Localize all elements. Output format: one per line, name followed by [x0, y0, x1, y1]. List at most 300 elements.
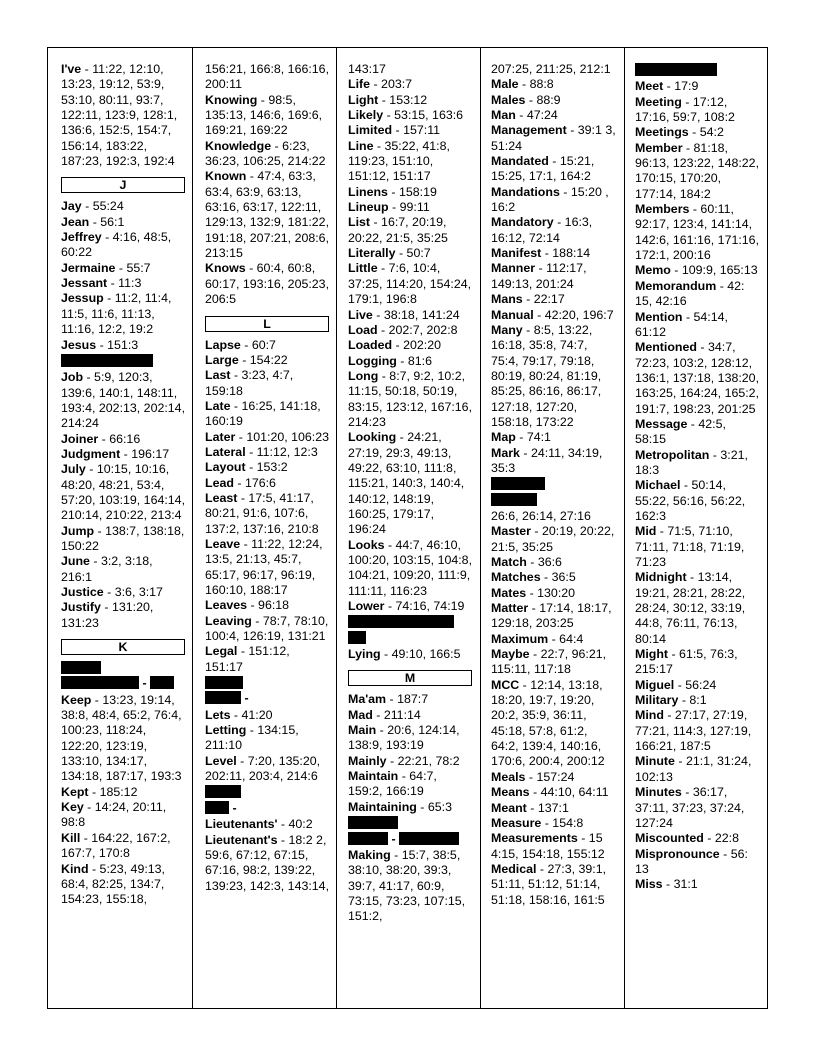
index-term: Males	[491, 92, 526, 107]
index-page-refs: 44:7, 46:10, 100:20, 103:15, 104:8, 104:21, 109:20, 111:9, 111:11, 116:23	[348, 537, 473, 598]
index-entry: Looking - 24:21, 27:19, 29:3, 49:13, 49:22, 63:10, 111:8, 115:21, 140:3, 140:4, 140:12, 148:19, 160:25, 179:17, 196:24	[348, 430, 465, 537]
index-entry: Jeffrey - 4:16, 48:5, 60:22	[61, 230, 172, 260]
index-entry: Life - 203:7	[348, 77, 413, 92]
index-entry: Known - 47:4, 63:3, 63:4, 63:9, 63:13, 63:16, 63:17, 122:11, 129:13, 132:9, 181:22, 191:18, 207:21, 208:6, 213:15	[205, 169, 330, 261]
index-term: Meals	[491, 769, 526, 784]
index-term: Level	[205, 753, 237, 768]
index-page-refs: 7:6, 10:4, 37:25, 114:20, 154:24, 179:1, 196:8	[348, 261, 472, 307]
index-term: Legal	[205, 644, 238, 659]
index-page-refs-continued: 143:17	[348, 62, 386, 76]
redaction-bar	[61, 661, 101, 674]
index-term: Military	[635, 693, 679, 708]
index-term: Literally	[348, 246, 396, 261]
index-entry: List - 16:7, 20:19, 20:22, 21:5, 35:25	[348, 215, 448, 245]
letter-section-header: K	[61, 639, 185, 655]
index-page-refs: 154:8	[552, 815, 584, 830]
index-entry: Logging - 81:6	[348, 353, 432, 368]
index-page-refs: 81:6	[407, 353, 432, 368]
index-term: Live	[348, 307, 373, 322]
index-entry: Might - 61:5, 76:3, 215:17	[635, 647, 738, 677]
index-entry: Legal - 151:12, 151:17	[205, 644, 290, 674]
index-entry: Job - 5:9, 120:3, 139:6, 140:1, 148:11, 193:4, 202:13, 202:14, 214:24	[61, 370, 186, 431]
index-term: Logging	[348, 353, 397, 368]
index-term: Midnight	[635, 570, 687, 585]
index-entry: Large - 154:22	[205, 352, 288, 367]
index-entry: Judgment - 196:17	[61, 446, 170, 461]
redaction-bar	[205, 801, 229, 814]
index-entry: Mandated - 15:21, 15:25, 17:1, 164:2	[491, 154, 595, 184]
index-page-refs-continued: 26:6, 26:14, 27:16	[491, 508, 591, 523]
index-page-refs: 11:22, 12:10, 13:23, 19:12, 53:9, 53:10, 80:11, 93:7, 122:11, 123:9, 128:1, 136:6, 152:5, 154:7, 156:14, 183:22, 187:23, 192:3, 192:4	[61, 62, 178, 169]
index-term: Knowledge	[205, 138, 272, 153]
index-page-refs: 65:3	[427, 799, 452, 814]
index-term: Letting	[205, 723, 247, 738]
index-page-refs: 36:5	[551, 570, 576, 585]
index-page-refs: 5:9, 120:3, 139:6, 140:1, 148:11, 193:4, 202:13, 202:14, 214:24	[61, 370, 186, 431]
index-term: Miscounted	[635, 831, 704, 846]
index-page-refs: 17:9	[674, 79, 699, 94]
index-term: Mates	[491, 585, 527, 600]
index-entry: Means - 44:10, 64:11	[491, 785, 609, 800]
index-entry: Long - 8:7, 9:2, 10:2, 11:15, 50:18, 50:19, 83:15, 123:12, 167:16, 214:23	[348, 368, 473, 429]
index-term: Little	[348, 261, 378, 276]
redacted-entry	[61, 354, 185, 369]
index-term: Mispronounce	[635, 846, 720, 861]
index-page-refs: 158:19	[398, 184, 437, 199]
index-page-refs: 99:11	[399, 200, 430, 215]
index-entry: Linens - 158:19	[348, 184, 437, 199]
index-page-refs: 211:14	[383, 707, 421, 722]
index-page-refs: 71:5, 71:10, 71:11, 71:18, 71:19, 71:23	[635, 524, 745, 569]
redaction-bar	[150, 676, 174, 689]
index-entry: I've - 11:22, 12:10, 13:23, 19:12, 53:9, 53:10, 80:11, 93:7, 122:11, 123:9, 128:1, 136:6, 152:5, 154:7, 156:14, 183:22, 187:23, 192:3, 192:4	[61, 62, 178, 169]
index-term: Looking	[348, 430, 397, 445]
column-divider	[480, 48, 481, 1008]
index-term: Minutes	[635, 785, 682, 800]
index-entry: Miguel - 56:24	[635, 677, 717, 692]
index-entry: Justice - 3:6, 3:17	[61, 585, 163, 599]
index-entry: Manual - 42:20, 196:7	[491, 307, 614, 322]
index-term: Jeffrey	[61, 230, 102, 245]
index-page-refs: 41:20	[241, 707, 273, 722]
index-entry: Miss - 31:1	[635, 877, 698, 892]
index-page-refs: 24:21, 27:19, 29:3, 49:13, 49:22, 63:10, 111:8, 115:21, 140:3, 140:4, 140:12, 148:19, 160:25, 179:17, 196:24	[348, 430, 465, 537]
index-page-refs: 109:9, 165:13	[681, 263, 758, 278]
index-entry: Jay - 55:24	[61, 199, 124, 214]
index-page-refs: 138:7, 138:18, 150:22	[61, 523, 185, 553]
index-page-refs: 3:2, 3:18, 216:1	[61, 554, 153, 584]
index-page-refs: 54:14, 61:12	[635, 309, 728, 339]
index-entry: Justify - 131:20, 131:23	[61, 600, 154, 630]
index-entry: Lieutenant's - 18:2 2, 59:6, 67:12, 67:15, 67:16, 98:2, 139:22, 139:23, 142:3, 143:14,	[205, 832, 330, 893]
index-term: Lineup	[348, 200, 389, 215]
column-divider	[336, 48, 337, 1008]
index-page-refs: 20:19, 20:22, 21:5, 35:25	[491, 524, 615, 554]
index-page-refs: 22:8	[714, 831, 739, 846]
index-term: Might	[635, 647, 669, 662]
index-entry: Ma'am - 187:7	[348, 692, 429, 707]
index-term: Measure	[491, 815, 542, 830]
index-page-refs: 8:1	[689, 693, 707, 708]
index-entry: Keep - 13:23, 19:14, 38:8, 48:4, 65:2, 76:4, 100:23, 118:24, 122:20, 123:19, 133:10, 134:17, 134:18, 187:17, 193:3	[61, 692, 182, 784]
redaction-bar	[635, 63, 717, 76]
index-entry: Making - 15:7, 38:5, 38:10, 38:20, 39:3, 39:7, 41:17, 60:9, 73:15, 73:23, 107:15, 151:2,	[348, 847, 466, 924]
index-page-refs: 5:23, 49:13, 68:4, 82:25, 134:7, 154:23, 155:18,	[61, 861, 165, 907]
index-page-refs: 64:7, 159:2, 166:19	[348, 769, 437, 799]
index-page-refs: 202:7, 202:8	[388, 322, 458, 337]
redaction-bar	[205, 785, 241, 798]
index-term: Key	[61, 800, 84, 815]
index-entry: Letting - 134:15, 211:10	[205, 723, 299, 753]
index-entry: Leave - 11:22, 12:24, 13:5, 21:13, 45:7, 65:17, 96:17, 96:19, 160:10, 188:17	[205, 536, 323, 597]
index-page-refs: 66:16	[109, 431, 141, 446]
index-term: Jump	[61, 523, 95, 538]
index-term: Mid	[635, 524, 657, 539]
index-page-refs: 60:4, 60:8, 60:17, 193:16, 205:23, 206:5	[205, 261, 330, 307]
index-term: Lower	[348, 599, 385, 614]
index-term: Mentioned	[635, 340, 697, 355]
letter-section-header: L	[205, 316, 329, 332]
index-term: Minute	[635, 754, 675, 769]
index-term: Justify	[61, 600, 101, 615]
index-term: Job	[61, 370, 84, 385]
index-term: Large	[205, 352, 239, 367]
index-term: Joiner	[61, 431, 99, 446]
index-term: Justice	[61, 585, 104, 599]
index-term: Management	[491, 123, 567, 138]
index-page-refs: 18:2 2, 59:6, 67:12, 67:15, 67:16, 98:2, 139:22, 139:23, 142:3, 143:14,	[205, 832, 330, 893]
index-entry: Mans - 22:17	[491, 292, 565, 307]
index-term: Meet	[635, 79, 664, 94]
index-page-refs: 81:18, 96:13, 123:22, 148:22, 170:15, 170:20, 177:14, 184:2	[635, 140, 760, 201]
index-page-refs: 14:24, 20:11, 98:8	[61, 800, 167, 830]
index-entry: June - 3:2, 3:18, 216:1	[61, 554, 153, 584]
index-page-refs: 112:17, 149:13, 201:24	[491, 261, 587, 291]
index-term: Jermaine	[61, 260, 116, 275]
redaction-bar	[205, 676, 243, 689]
index-entry: Lineup - 99:11	[348, 200, 430, 215]
index-page-refs: 164:22, 167:2, 167:7, 170:8	[61, 830, 171, 861]
redaction-bar	[348, 832, 388, 845]
index-entry: Loaded - 202:20	[348, 338, 441, 353]
redacted-entry: -	[61, 661, 185, 692]
index-term: Mandated	[491, 154, 549, 169]
index-entry: Mark - 24:11, 34:19, 35:3	[491, 445, 603, 475]
index-entry: Maybe - 22:7, 96:21, 115:11, 117:18	[491, 647, 607, 677]
index-entry: Lieutenants' - 40:2	[205, 817, 313, 832]
index-entry: Mentioned - 34:7, 72:23, 103:2, 128:12, 136:1, 137:18, 138:20, 163:25, 164:24, 165:2, 191:7, 198:23, 201:25	[635, 340, 760, 416]
index-page-refs: 60:7	[251, 337, 276, 352]
index-entry: Jean - 56:1	[61, 214, 125, 229]
index-page-refs: 3:21, 18:3	[635, 447, 748, 477]
index-term: Mind	[635, 708, 664, 723]
index-page-refs: 134:15, 211:10	[205, 723, 299, 753]
index-term: Memo	[635, 263, 671, 278]
index-term: Kind	[61, 861, 89, 876]
index-entry: Memorandum - 42: 15, 42:16	[635, 278, 745, 309]
index-term: Manifest	[491, 246, 542, 261]
index-page-refs: 21:1, 31:24, 102:13	[635, 754, 752, 784]
index-page-refs: 22:17	[533, 292, 565, 307]
index-entry: Mispronounce - 56: 13	[635, 846, 748, 876]
redaction-bar	[491, 477, 545, 490]
index-term: Leaving	[205, 613, 252, 628]
index-term: Known	[205, 169, 247, 184]
index-term: Metropolitan	[635, 447, 710, 462]
index-entry: Metropolitan - 3:21, 18:3	[635, 447, 748, 477]
index-term: Matter	[491, 601, 529, 616]
index-term: Lying	[348, 647, 381, 662]
index-page-refs: 17:12, 17:16, 59:7, 108:2	[635, 94, 735, 125]
index-entry: Lets - 41:20	[205, 707, 273, 722]
index-entry: Maximum - 64:4	[491, 631, 584, 646]
index-column-1	[61, 62, 185, 908]
redaction-bar	[348, 816, 398, 829]
redaction-bar	[348, 615, 454, 628]
index-page-refs: 8:5, 13:22, 16:18, 35:8, 74:7, 75:4, 79:17, 79:18, 80:19, 80:24, 81:19, 85:25, 86:16, 86:17, 127:18, 127:20, 158:18, 173:22	[491, 322, 602, 429]
index-page-refs: 187:7	[397, 692, 429, 707]
index-page-refs: 151:3	[107, 337, 139, 352]
index-entry: Mandations - 15:20 , 16:2	[491, 184, 609, 215]
index-page-refs: 40:2	[288, 817, 313, 832]
index-page-refs: 15:21, 15:25, 17:1, 164:2	[491, 154, 595, 184]
index-entry: Knowing - 98:5, 135:13, 146:6, 169:6, 169:21, 169:22	[205, 92, 323, 138]
index-term: Mainly	[348, 753, 387, 768]
index-entry: Looks - 44:7, 46:10, 100:20, 103:15, 104:8, 104:21, 109:20, 111:9, 111:11, 116:23	[348, 537, 473, 598]
index-page-refs: 96:18	[258, 598, 290, 613]
index-term: Man	[491, 108, 516, 123]
index-entry: Manner - 112:17, 149:13, 201:24	[491, 261, 587, 291]
index-entry: Load - 202:7, 202:8	[348, 322, 458, 337]
index-page-refs: 74:16, 74:19	[395, 599, 465, 614]
index-term: Lets	[205, 707, 231, 722]
index-entry: July - 10:15, 10:16, 48:20, 48:21, 53:4, 57:20, 103:19, 164:14, 210:14, 210:22, 213:4	[61, 462, 186, 523]
index-page-refs: 42:5, 58:15	[635, 416, 726, 447]
index-term: Line	[348, 138, 374, 153]
index-page-refs: 137:1	[537, 800, 569, 815]
index-entry: Least - 17:5, 41:17, 80:21, 91:6, 107:6, 137:2, 137:16, 210:8	[205, 490, 319, 536]
index-entry: Member - 81:18, 96:13, 123:22, 148:22, 170:15, 170:20, 177:14, 184:2	[635, 140, 760, 201]
index-term: Male	[491, 77, 519, 92]
column-divider	[624, 48, 625, 1008]
redacted-entry: -	[348, 816, 472, 847]
index-entry: Jesus - 151:3	[61, 337, 139, 352]
index-entry: Mad - 211:14	[348, 707, 421, 722]
index-entry: Maintain - 64:7, 159:2, 166:19	[348, 769, 437, 799]
index-page-refs: 78:7, 78:10, 100:4, 126:19, 131:21	[205, 613, 329, 644]
index-term: Manual	[491, 307, 534, 322]
index-page-refs: 12:14, 13:18, 18:20, 19:7, 19:20, 20:2, 35:9, 36:11, 45:18, 57:8, 61:2, 64:2, 139:4, 140:16, 170:6, 200:4, 200:12	[491, 677, 605, 769]
index-term: Leave	[205, 536, 241, 551]
index-term: Looks	[348, 537, 385, 552]
index-entry: Jessup - 11:2, 11:4, 11:5, 11:6, 11:13, 11:16, 12:2, 19:2	[61, 291, 172, 337]
index-term: Miss	[635, 877, 663, 892]
index-page-refs: 185:12	[99, 784, 138, 799]
index-page-refs: 55:24	[92, 199, 124, 214]
index-entry: Meals - 157:24	[491, 769, 575, 784]
index-term: Mandatory	[491, 215, 554, 230]
index-entry: Measure - 154:8	[491, 815, 584, 830]
index-term: Judgment	[61, 446, 121, 461]
index-page-refs: 15 4:15, 154:18, 155:12	[491, 831, 605, 861]
index-term: Mention	[635, 309, 683, 324]
index-entry: Match - 36:6	[491, 555, 562, 569]
index-term: Load	[348, 322, 378, 337]
letter-section-header: M	[348, 670, 472, 686]
index-entry: Light - 153:12	[348, 92, 428, 107]
index-term: Making	[348, 847, 391, 862]
index-page-refs: 153:2	[256, 460, 288, 475]
index-term: Layout	[205, 460, 246, 475]
index-page-refs: 56:1	[100, 214, 125, 229]
index-term: Likely	[348, 108, 384, 123]
index-entry: Lead - 176:6	[205, 475, 276, 490]
index-entry: Lower - 74:16, 74:19	[348, 599, 465, 614]
index-column-4	[491, 62, 617, 908]
index-page-refs: 34:7, 72:23, 103:2, 128:12, 136:1, 137:18, 138:20, 163:25, 164:24, 165:2, 191:7, 198:23, 201:25	[635, 340, 760, 416]
redaction-bar	[491, 493, 537, 506]
index-term: Later	[205, 429, 236, 444]
index-term: Lieutenant's	[205, 832, 278, 847]
index-entry: Main - 20:6, 124:14, 138:9, 193:19	[348, 723, 460, 753]
index-entry: Medical - 27:3, 39:1, 51:11, 51:12, 51:14, 51:18, 158:16, 161:5	[491, 861, 607, 907]
index-term: Many	[491, 322, 523, 337]
index-page-refs: 196:17	[131, 446, 170, 461]
index-term: MCC	[491, 677, 520, 692]
index-term: Loaded	[348, 338, 393, 353]
index-term: Jessant	[61, 276, 108, 291]
index-entry: Management - 39:1 3, 51:24	[491, 123, 616, 153]
index-page-refs: 13:14, 19:21, 28:21, 28:22, 28:24, 30:12, 33:19, 44:8, 76:11, 76:13, 80:14	[635, 570, 746, 646]
index-term: Lateral	[205, 444, 246, 459]
index-page-refs: 49:10, 166:5	[391, 647, 461, 662]
index-term: Meant	[491, 800, 527, 815]
index-term: Maintain	[348, 769, 399, 784]
index-page-frame	[47, 47, 768, 1009]
index-page-refs: 157:24	[536, 769, 575, 784]
index-entry: Kill - 164:22, 167:2, 167:7, 170:8	[61, 830, 171, 861]
index-page-refs-continued: 207:25, 211:25, 212:1	[491, 62, 611, 76]
index-entry: Layout - 153:2	[205, 460, 288, 475]
index-page-refs: 55:7	[126, 260, 151, 275]
index-term: Mark	[491, 445, 520, 460]
index-page-refs: 27:17, 27:19, 77:21, 114:3, 127:19, 166:21, 187:5	[635, 708, 752, 754]
index-page-refs: 53:15, 163:6	[394, 108, 464, 123]
index-entry: Matter - 17:14, 18:17, 129:18, 203:25	[491, 601, 612, 631]
index-entry: Maintaining - 65:3	[348, 799, 452, 814]
index-entry: Male - 88:8	[491, 77, 554, 92]
index-entry: Military - 8:1	[635, 693, 707, 708]
index-page-refs: 11:12, 12:3	[256, 444, 318, 459]
index-page-refs: 6:23, 36:23, 106:25, 214:22	[205, 138, 326, 169]
index-term: June	[61, 554, 90, 569]
index-term: Late	[205, 398, 231, 413]
index-term: Knows	[205, 261, 246, 276]
redacted-entry	[348, 615, 472, 646]
index-entry: Late - 16:25, 141:18, 160:19	[205, 398, 321, 429]
index-term: Jay	[61, 199, 82, 214]
index-term: Mandations	[491, 184, 560, 199]
index-term: Message	[635, 416, 688, 431]
index-page-refs: 35:22, 41:8, 119:23, 151:10, 151:12, 151:17	[348, 138, 450, 184]
index-entry: Literally - 50:7	[348, 246, 431, 261]
index-term: Members	[635, 202, 690, 217]
index-entry: Meant - 137:1	[491, 800, 569, 815]
index-page-refs: 22:21, 78:2	[397, 753, 460, 768]
index-entry: Jessant - 11:3	[61, 276, 142, 291]
index-entry: Master - 20:19, 20:22, 21:5, 35:25	[491, 524, 615, 554]
index-entry: Michael - 50:14, 55:22, 56:16, 56:22, 162:3	[635, 478, 746, 523]
index-term: July	[61, 462, 86, 477]
index-entry: Memo - 109:9, 165:13	[635, 263, 758, 278]
index-entry: Kept - 185:12	[61, 784, 138, 799]
redacted-entry: -	[205, 785, 329, 816]
index-term: Mad	[348, 707, 373, 722]
redaction-bar	[61, 354, 153, 367]
index-page-refs: 153:12	[389, 92, 428, 107]
index-page-refs: 22:7, 96:21, 115:11, 117:18	[491, 647, 607, 677]
redacted-entry	[491, 477, 617, 508]
index-term: Manner	[491, 261, 536, 276]
index-page-refs: 8:7, 9:2, 10:2, 11:15, 50:18, 50:19, 83:15, 123:12, 167:16, 214:23	[348, 368, 473, 429]
index-term: Medical	[491, 861, 537, 876]
index-page-refs: 47:24	[526, 108, 558, 123]
index-term: Least	[205, 490, 238, 505]
redaction-bar	[348, 631, 366, 644]
index-page-refs: 61:5, 76:3, 215:17	[635, 647, 738, 677]
index-page-refs: 50:7	[406, 246, 431, 261]
index-entry: Level - 7:20, 135:20, 202:11, 203:4, 214:6	[205, 753, 321, 784]
index-entry: Leaving - 78:7, 78:10, 100:4, 126:19, 131:21	[205, 613, 329, 644]
index-page-refs: 20:6, 124:14, 138:9, 193:19	[348, 723, 460, 753]
index-entry: Leaves - 96:18	[205, 598, 290, 613]
redaction-bar	[61, 676, 139, 689]
index-page-refs: 27:3, 39:1, 51:11, 51:12, 51:14, 51:18, 158:16, 161:5	[491, 861, 607, 907]
index-page-refs: 47:4, 63:3, 63:4, 63:9, 63:13, 63:16, 63:17, 122:11, 129:13, 132:9, 181:22, 191:18, 207:21, 208:6, 213:15	[205, 169, 330, 261]
index-entry: Limited - 157:11	[348, 123, 441, 138]
index-page-refs: 16:3, 16:12, 72:14	[491, 215, 593, 245]
index-term: Lapse	[205, 337, 241, 352]
index-entry: Jermaine - 55:7	[61, 260, 151, 275]
index-page-refs: 202:20	[403, 338, 441, 353]
index-page-refs: 39:1 3, 51:24	[491, 123, 616, 153]
index-term: Maintaining	[348, 799, 417, 814]
index-entry: Last - 3:23, 4:7, 159:18	[205, 368, 294, 398]
index-entry: Line - 35:22, 41:8, 119:23, 151:10, 151:12, 151:17	[348, 138, 450, 184]
index-entry: Measurements - 15 4:15, 154:18, 155:12	[491, 831, 605, 861]
index-page-refs: 10:15, 10:16, 48:20, 48:21, 53:4, 57:20, 103:19, 164:14, 210:14, 210:22, 213:4	[61, 462, 186, 523]
index-page-refs: 7:20, 135:20, 202:11, 203:4, 214:6	[205, 753, 321, 784]
index-term: Knowing	[205, 92, 258, 107]
index-term: Means	[491, 785, 530, 800]
index-page-refs: 4:16, 48:5, 60:22	[61, 230, 172, 260]
index-page-refs: 36:6	[537, 555, 562, 569]
index-term: Jean	[61, 214, 90, 229]
index-entry: Live - 38:18, 141:24	[348, 307, 460, 322]
index-term: Match	[491, 555, 527, 569]
index-entry: Knowledge - 6:23, 36:23, 106:25, 214:22	[205, 138, 326, 169]
index-term: I've	[61, 62, 82, 76]
index-term: Keep	[61, 692, 92, 707]
index-page-refs: 56: 13	[635, 846, 748, 876]
index-term: Jesus	[61, 337, 97, 352]
index-entry: Kind - 5:23, 49:13, 68:4, 82:25, 134:7, 154:23, 155:18,	[61, 861, 165, 907]
index-page-refs: 157:11	[403, 123, 441, 138]
index-term: Member	[635, 140, 683, 155]
index-page-refs: 130:20	[537, 585, 576, 600]
index-page-refs: 24:11, 34:19, 35:3	[491, 445, 603, 475]
index-page-refs: 42: 15, 42:16	[635, 278, 745, 309]
